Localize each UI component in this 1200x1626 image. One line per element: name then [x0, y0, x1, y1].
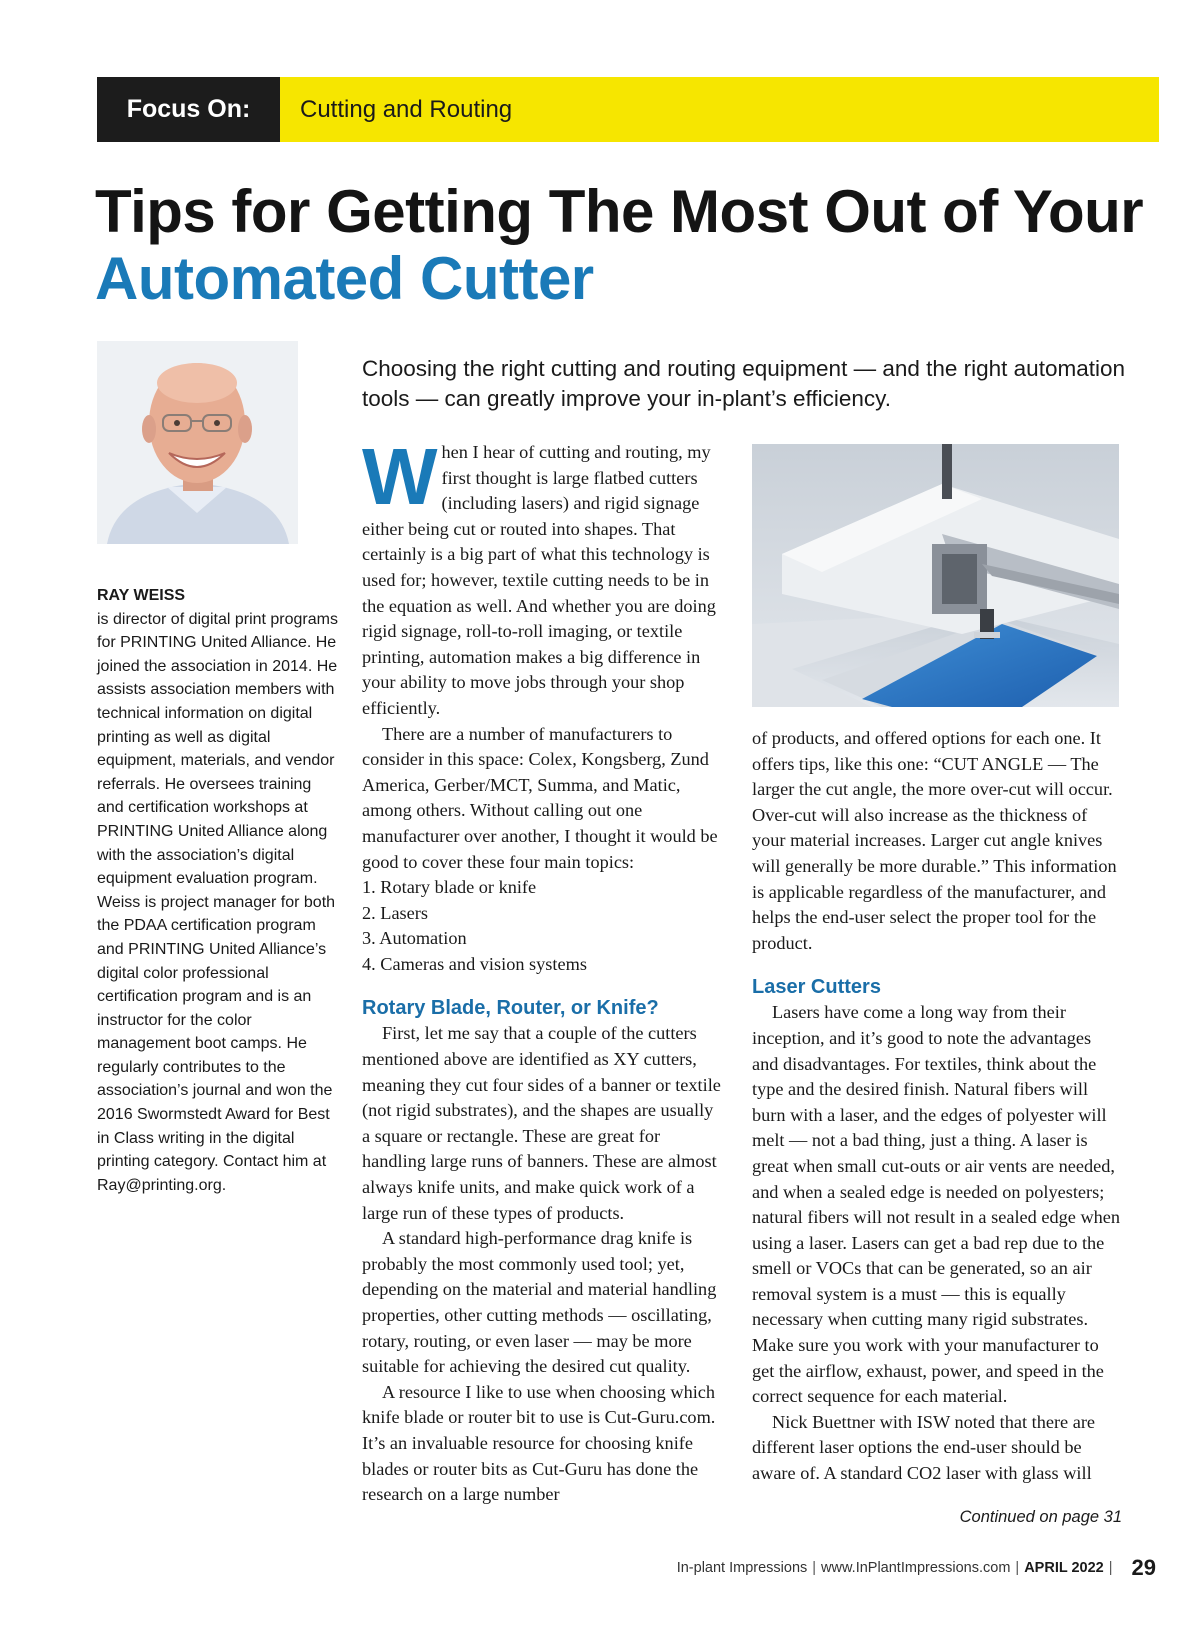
article-deck: Choosing the right cutting and routing equipment — and the right automation tools — can greatly improve your in-plant’s efficiency. [362, 356, 1125, 411]
author-name: RAY WEISS [97, 587, 186, 604]
subhead-laser-cutters: Laser Cutters [752, 976, 881, 999]
body-paragraph: of products, and offered options for each one. It offers tips, like this one: “CUT ANGLE — The larger the cut angle, the more over-cut will occur. Over-cut will also increase as the thickness of your material increases. Larger cut angle knives will generally be more durable.” This information is applicable regardless of the manufacturer, and helps the end-user select the proper tool for the product. [752, 728, 1117, 953]
author-bio-block [97, 584, 342, 1197]
author-bio: is director of digital print programs for PRINTING United Alliance. He joined the association in 2014. He assists association members with technical information on digital printing as well as digital equipment, materials, and vendor referrals. He oversees training and certification workshops at PRINTING United Alliance along with the association’s digital equipment evaluation program. Weiss is project manager for both the PDAA certification program and PRINTING United Alliance’s digital color professional certification program and is an instructor for the color management boot camps. He regularly contributes to the association’s journal and won the 2016 Swormstedt Award for Best in Class writing in the digital printing category. Contact him at Ray@printing.org. [97, 610, 338, 1194]
author-photo [97, 341, 298, 544]
topic-list-item: 2. Lasers [362, 902, 428, 923]
body-paragraph: Nick Buettner with ISW noted that there are different laser options the end-user should be aware of. A standard CO2 laser with glass will [752, 1411, 1096, 1484]
article-headline [95, 178, 1155, 312]
cutter-machine-photo [752, 444, 1119, 707]
footer-url[interactable]: www.InPlantImpressions.com [821, 1560, 1011, 1576]
page-footer [677, 1555, 1156, 1581]
body-paragraph: There are a number of manufacturers to consider in this space: Colex, Kongsberg, Zund America, Gerber/MCT, Summa, and Matic, among others. Without calling out one manufacturer over another, I thought it would be good to cover these four main topics: [362, 723, 718, 872]
section-label: Focus On: [97, 77, 280, 142]
footer-separator: | [1108, 1560, 1113, 1576]
continued-note: Continued on page 31 [959, 1508, 1122, 1526]
body-column-2 [752, 726, 1122, 1487]
footer-publication: In-plant Impressions [676, 1560, 808, 1576]
subhead-rotary-blade: Rotary Blade, Router, or Knife? [362, 997, 659, 1020]
body-paragraph-intro [362, 432, 722, 722]
section-topic: Cutting and Routing [280, 77, 1159, 142]
footer-issue: APRIL 2022 [1024, 1560, 1104, 1576]
body-paragraph: A resource I like to use when choosing which knife blade or router bit to use is Cut-Guru.com. It’s an invaluable resource for choosing knife blades or router bits as Cut-Guru has done the research on a large number [362, 1381, 716, 1505]
body-paragraph: A standard high-performance drag knife is probably the most commonly used tool; yet, depending on the material and material handling properties, other cutting methods — oscillating, rotary, routing, or even laser — may be more suitable for achieving the desired cut quality. [362, 1228, 717, 1377]
page-number: 29 [1131, 1555, 1156, 1580]
body-column-1 [362, 432, 722, 1508]
topic-list-item: 1. Rotary blade or knife [362, 877, 537, 898]
footer-separator: | [1015, 1560, 1020, 1576]
headline-accent: Automated Cutter [95, 245, 594, 312]
intro-text: hen I hear of cutting and routing, my first thought is large flatbed cutters (including lasers) and rigid signage either being cut or routed into shapes. That certainly is a big part of what this technology is used for; however, textile cutting needs to be in the equation as well. And whether you are doing rigid signage, roll-to-roll imaging, or textile printing, automation makes a big difference in your ability to move jobs through your shop efficiently. [362, 442, 716, 718]
body-paragraph: Lasers have come a long way from their inception, and it’s good to note the advantages and disadvantages. For textiles, think about the type and the desired finish. Natural fibers will burn with a laser, and the edges of polyester will melt — not a bad thing, just a thing. A laser is great when small cut-outs or air vents are needed, and when a sealed edge is needed on polyesters; natural fibers will not result in a sealed edge when using a laser. Lasers can get a bad rep due to the smell or VOCs that can be generated, so an air removal system is a must — this is equally necessary when cutting many rigid substrates. Make sure you work with your manufacturer to get the airflow, exhaust, power, and speed in the correct sequence for each material. [752, 1002, 1121, 1407]
body-paragraph: First, let me say that a couple of the cutters mentioned above are identified as XY cutters, meaning they cut four sides of a banner or textile (not rigid substrates), and the shapes are usually a square or rectangle. These are great for handling large runs of banners. These are almost always knife units, and make quick work of a large run of these types of products. [362, 1023, 721, 1223]
headline-prefix: Tips for Getting The Most Out of Your [95, 178, 1144, 245]
topic-list-item: 3. Automation [362, 928, 467, 949]
topic-list-item: 4. Cameras and vision systems [362, 953, 587, 974]
drop-cap: W [362, 432, 438, 521]
footer-separator: | [812, 1560, 817, 1576]
section-banner [97, 77, 1159, 142]
